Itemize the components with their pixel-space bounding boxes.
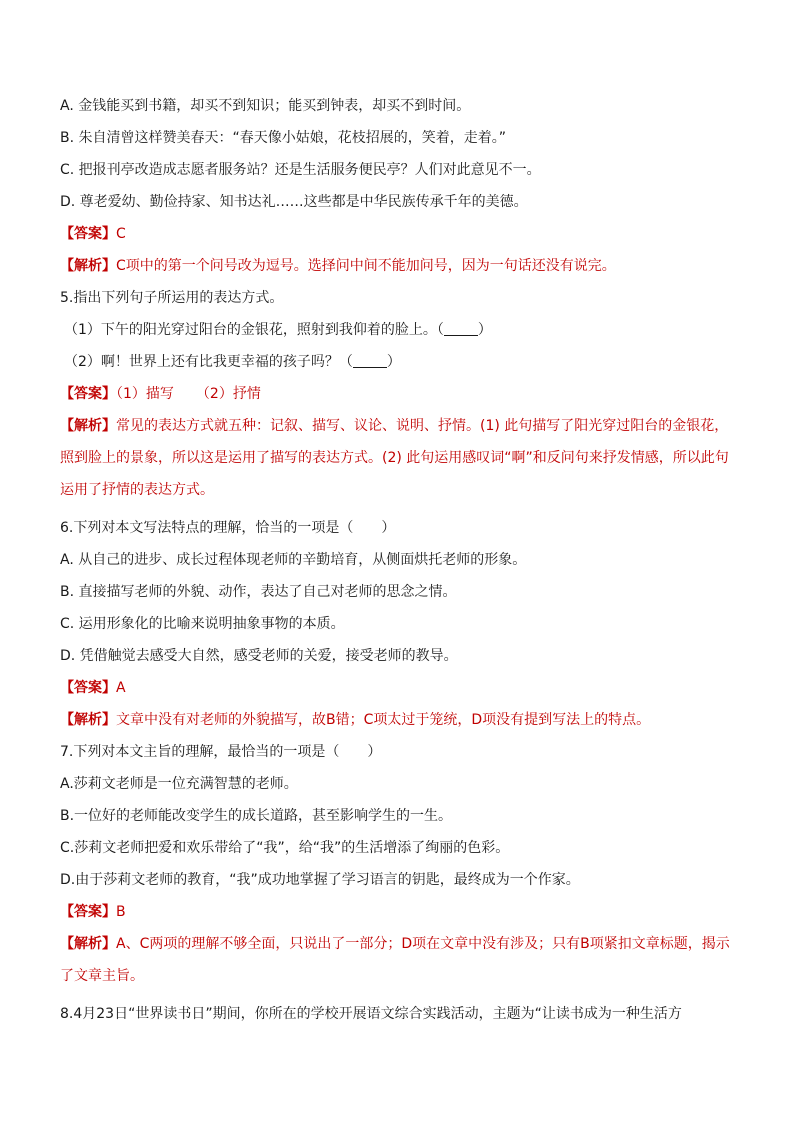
- q4-option-b: B. 朱自清曾这样赞美春天：“春天像小姑娘，花枝招展的，笑着，走着。”: [60, 130, 507, 146]
- answer-label: 【答案】: [60, 904, 116, 920]
- q6-option-d: D. 凭借触觉去感受大自然，感受老师的关爱，接受老师的教导。: [60, 648, 458, 664]
- q6-answer: [60, 678, 740, 710]
- q5-analysis: [60, 410, 740, 506]
- q6-analysis: [60, 710, 740, 742]
- answer-blank: [353, 353, 387, 368]
- q7-option-a: A.莎莉文老师是一位充满智慧的老师。: [60, 776, 298, 792]
- answer-label: 【答案】: [60, 680, 116, 696]
- answer-value: C: [116, 226, 126, 242]
- analysis-label: 【解析】: [60, 936, 116, 952]
- q5-sentence-1: [60, 320, 740, 352]
- analysis-text: C项中的第一个问号改为逗号。选择问中间不能加问号，因为一句话还没有说完。: [116, 258, 616, 274]
- q5-sentence-1-text: （1）下午的阳光穿过阳台的金银花，照射到我仰着的脸上。（: [64, 322, 444, 338]
- answer-label: 【答案】: [60, 386, 116, 402]
- answer-label: 【答案】: [60, 226, 116, 242]
- q6-option-b: B. 直接描写老师的外貌、动作，表达了自己对老师的思念之情。: [60, 584, 457, 600]
- q7-stem: 7.下列对本文主旨的理解，最恰当的一项是（ ）: [60, 744, 382, 760]
- document-page: [60, 96, 740, 1036]
- q7-option-b: B.一位好的老师能改变学生的成长道路，甚至影响学生的一生。: [60, 808, 453, 824]
- q4-option-a: A. 金钱能买到书籍，却买不到知识；能买到钟表，却买不到时间。: [60, 98, 471, 114]
- analysis-label: 【解析】: [60, 712, 116, 728]
- answer-blank: [444, 321, 478, 336]
- analysis-label: 【解析】: [60, 258, 116, 274]
- analysis-text: 常见的表达方式就五种：记叙、描写、议论、说明、抒情。(1) 此句描写了阳光穿过阳台的金银花，照到脸上的景象，所以这是运用了描写的表达方式。(2) 此句运用感叹词“啊”和反问句来抒发情感，所以此句运用了抒情的表达方式。: [60, 418, 729, 498]
- q5-sentence-2-close: ）: [386, 354, 401, 370]
- q7-option-c: C.莎莉文老师把爱和欢乐带给了“我”，给“我”的生活增添了绚丽的色彩。: [60, 840, 510, 856]
- q5-sentence-2: [60, 352, 740, 384]
- q4-option-d: D. 尊老爱幼、勤俭持家、知书达礼……这些都是中华民族传承千年的美德。: [60, 194, 528, 210]
- q5-stem: 5.指出下列句子所运用的表达方式。: [60, 290, 284, 306]
- answer-value: A: [116, 680, 126, 696]
- q6-option-a: A. 从自己的进步、成长过程体现老师的辛勤培育，从侧面烘托老师的形象。: [60, 552, 527, 568]
- q7-analysis: [60, 928, 740, 992]
- q6-option-c: C. 运用形象化的比喻来说明抽象事物的本质。: [60, 616, 345, 632]
- q4-answer: [60, 224, 740, 256]
- q4-option-c: C. 把报刊亭改造成志愿者服务站？还是生活服务便民亭？人们对此意见不一。: [60, 162, 541, 178]
- analysis-text: 文章中没有对老师的外貌描写，故B错；C项太过于笼统，D项没有提到写法上的特点。: [116, 712, 651, 728]
- answer-value-1: （1）描写: [116, 386, 174, 402]
- q5-sentence-2-text: （2）啊！世界上还有比我更幸福的孩子吗？（: [64, 354, 353, 370]
- q5-sentence-1-close: ）: [477, 322, 492, 338]
- q8-stem: 8.4月23日“世界读书日”期间，你所在的学校开展语文综合实践活动，主题为“让读书成为一种生活方: [60, 1006, 682, 1022]
- answer-value: B: [116, 904, 126, 920]
- analysis-label: 【解析】: [60, 418, 116, 434]
- analysis-text: A、C两项的理解不够全面，只说出了一部分；D项在文章中没有涉及；只有B项紧扣文章标题，揭示了文章主旨。: [60, 936, 730, 984]
- answer-value-2: （2）抒情: [195, 386, 261, 402]
- q7-option-d: D.由于莎莉文老师的教育，“我”成功地掌握了学习语言的钥匙，最终成为一个作家。: [60, 872, 580, 888]
- q6-stem: 6.下列对本文写法特点的理解，恰当的一项是（ ）: [60, 520, 396, 536]
- q4-analysis: [60, 256, 740, 288]
